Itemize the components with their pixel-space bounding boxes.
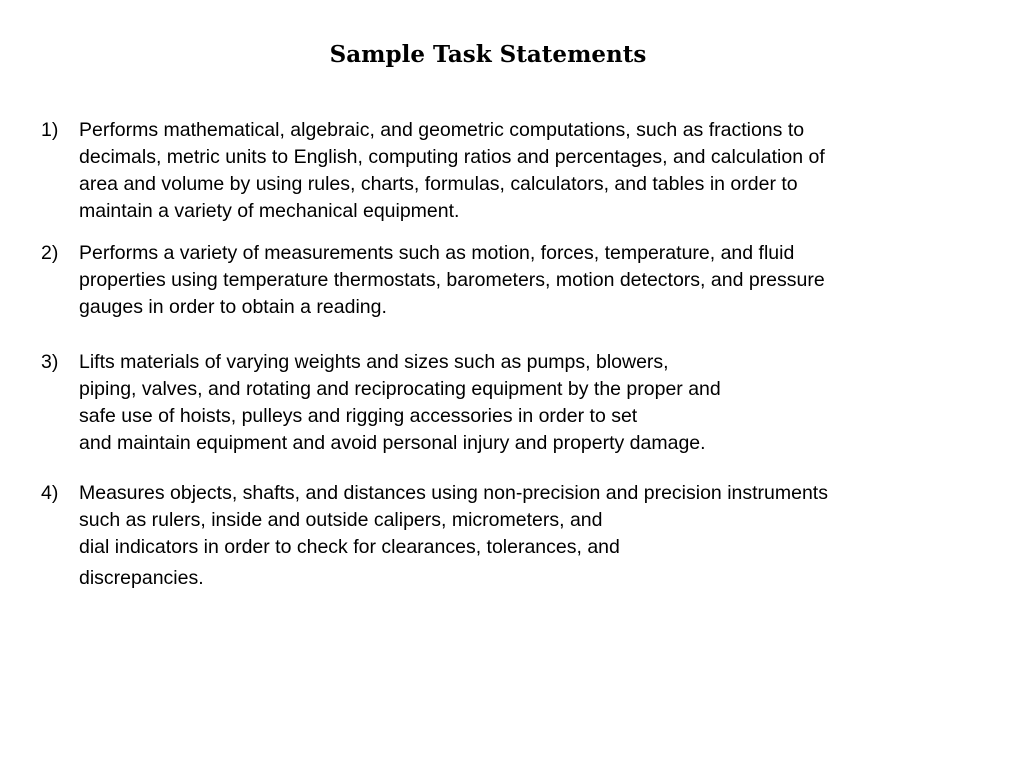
task-line: and maintain equipment and avoid personal injury and property damage. <box>79 432 706 454</box>
page-title: Sample Task Statements <box>329 41 647 68</box>
task-line: area and volume by using rules, charts, formulas, calculators, and tables in order to <box>79 173 798 195</box>
task-line: piping, valves, and rotating and reciprocating equipment by the proper and <box>79 378 721 400</box>
task-number: 2) <box>41 242 59 264</box>
task-number: 4) <box>41 482 59 504</box>
task-number: 1) <box>41 119 59 141</box>
task-number: 3) <box>41 351 59 373</box>
task-line: such as rulers, inside and outside calipers, micrometers, and <box>79 509 603 531</box>
task-line: Performs mathematical, algebraic, and geometric computations, such as fractions to <box>79 119 805 141</box>
task-line: Performs a variety of measurements such as motion, forces, temperature, and fluid <box>79 242 795 264</box>
task-line: discrepancies. <box>79 567 204 589</box>
task-text <box>79 117 979 225</box>
task-text <box>79 480 979 592</box>
task-line: dial indicators in order to check for clearances, tolerances, and <box>79 536 620 558</box>
task-line: Lifts materials of varying weights and sizes such as pumps, blowers, <box>79 351 669 373</box>
task-text <box>79 240 979 321</box>
task-line: gauges in order to obtain a reading. <box>79 296 387 318</box>
task-line: maintain a variety of mechanical equipment. <box>79 200 460 222</box>
task-text <box>79 349 979 457</box>
task-line: safe use of hoists, pulleys and rigging accessories in order to set <box>79 405 638 427</box>
task-line: decimals, metric units to English, computing ratios and percentages, and calculation of <box>79 146 825 168</box>
task-line: properties using temperature thermostats, barometers, motion detectors, and pressure <box>79 269 825 291</box>
task-line: Measures objects, shafts, and distances using non-precision and precision instruments <box>79 482 828 504</box>
